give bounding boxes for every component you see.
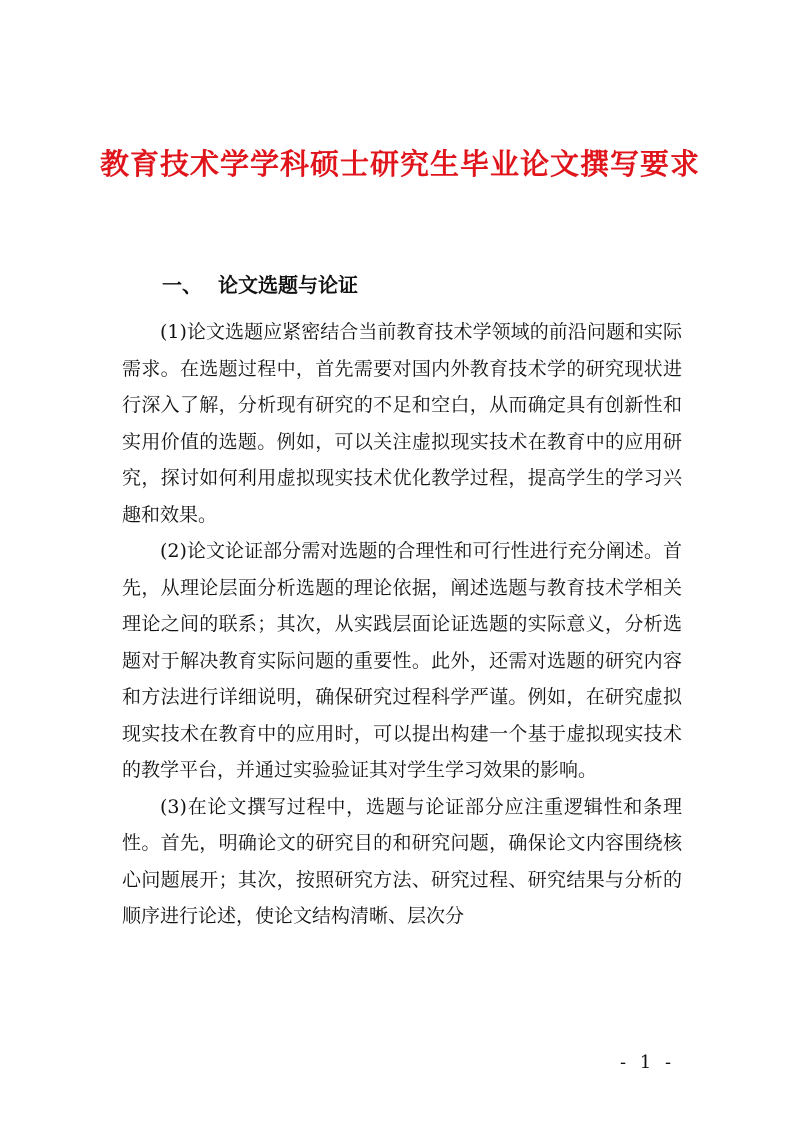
paragraph-3: (3)在论文撰写过程中，选题与论证部分应注重逻辑性和条理性。首先，明确论文的研究目的和研究问题，确保论文内容围绕核心问题展开；其次，按照研究方法、研究过程、研究结果与分析的顺序进行论述，使论文结构清晰、层次分 bbox=[122, 795, 682, 927]
section-heading bbox=[162, 270, 358, 300]
document-title: 教育技术学学科硕士研究生毕业论文撰写要求 bbox=[100, 147, 701, 181]
paragraph-2: (2)论文论证部分需对选题的合理性和可行性进行充分阐述。首先，从理论层面分析选题的理论依据，阐述选题与教育技术学相关理论之间的联系；其次，从实践层面论证选题的实际意义，分析选题对于解决教育实际问题的重要性。此外，还需对选题的研究内容和方法进行详细说明，确保研究过程科学严谨。例如，在研究虚拟现实技术在教育中的应用时，可以提出构建一个基于虚拟现实技术的教学平台，并通过实验验证其对学生学习效果的影响。 bbox=[122, 540, 682, 781]
page-number: - 1 - bbox=[620, 1052, 676, 1073]
section-title: 论文选题与论证 bbox=[218, 273, 358, 297]
body-text bbox=[122, 314, 682, 935]
section-number: 一、 bbox=[162, 273, 202, 297]
paragraph-1: (1)论文选题应紧密结合当前教育技术学领域的前沿问题和实际需求。在选题过程中，首先需要对国内外教育技术学的研究现状进行深入了解，分析现有研究的不足和空白，从而确定具有创新性和实用价值的选题。例如，可以关注虚拟现实技术在教育中的应用研究，探讨如何利用虚拟现实技术优化教学过程，提高学生的学习兴趣和效果。 bbox=[122, 321, 682, 526]
